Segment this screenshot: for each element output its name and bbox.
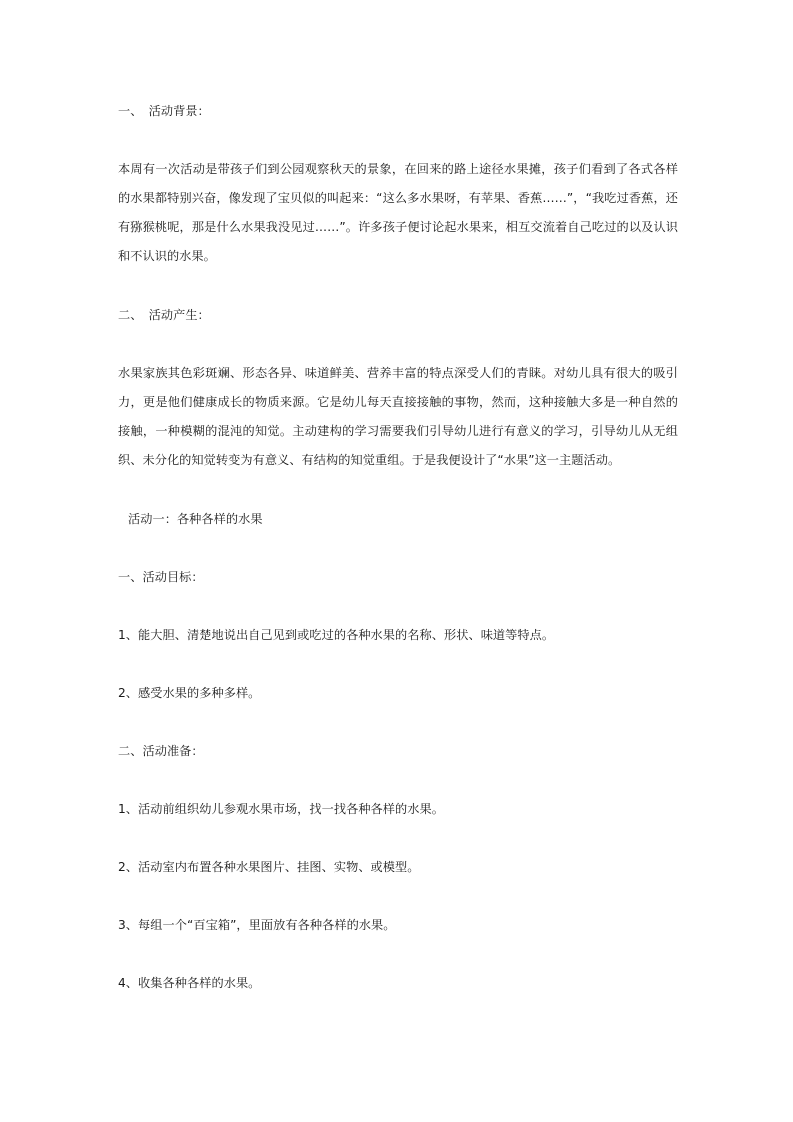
goals-heading: 一、活动目标： xyxy=(118,570,204,584)
paragraph-background: 本周有一次活动是带孩子们到公园观察秋天的景象，在回来的路上途径水果摊，孩子们看到了各式各样的水果都特别兴奋，像发现了宝贝似的叫起来：“这么多水果呀，有苹果、香蕉……”，“我吃过香蕉，还有猕猴桃呢，那是什么水果我没见过……”。许多孩子便讨论起水果来，相互交流着自己吃过的以及认识和不认识的水果。 xyxy=(118,162,678,263)
activity-title: 活动一：各种各样的水果 xyxy=(128,512,263,526)
goal-item-1: 1、能大胆、清楚地说出自己见到或吃过的各种水果的名称、形状、味道等特点。 xyxy=(118,628,555,642)
section-heading-origin: 二、 活动产生： xyxy=(118,308,210,322)
goal-item-2: 2、感受水果的多种多样。 xyxy=(118,686,261,700)
preparation-heading: 二、活动准备： xyxy=(118,744,204,758)
paragraph-origin: 水果家族其色彩斑斓、形态各异、味道鲜美、营养丰富的特点深受人们的青睐。对幼儿具有很大的吸引力，更是他们健康成长的物质来源。它是幼儿每天直接接触的事物，然而，这种接触大多是一种自然的接触，一种模糊的混沌的知觉。主动建构的学习需要我们引导幼儿进行有意义的学习，引导幼儿从无组织、未分化的知觉转变为有意义、有结构的知觉重组。于是我便设计了“水果”这一主题活动。 xyxy=(118,366,678,467)
preparation-item-1: 1、活动前组织幼儿参观水果市场，找一找各种各样的水果。 xyxy=(118,802,444,816)
preparation-item-3: 3、每组一个“百宝箱”，里面放有各种各样的水果。 xyxy=(118,918,396,932)
section-heading-background: 一、 活动背景： xyxy=(118,104,210,118)
preparation-item-2: 2、活动室内布置各种水果图片、挂图、实物、或模型。 xyxy=(118,860,420,874)
preparation-item-4: 4、收集各种各样的水果。 xyxy=(118,976,261,990)
